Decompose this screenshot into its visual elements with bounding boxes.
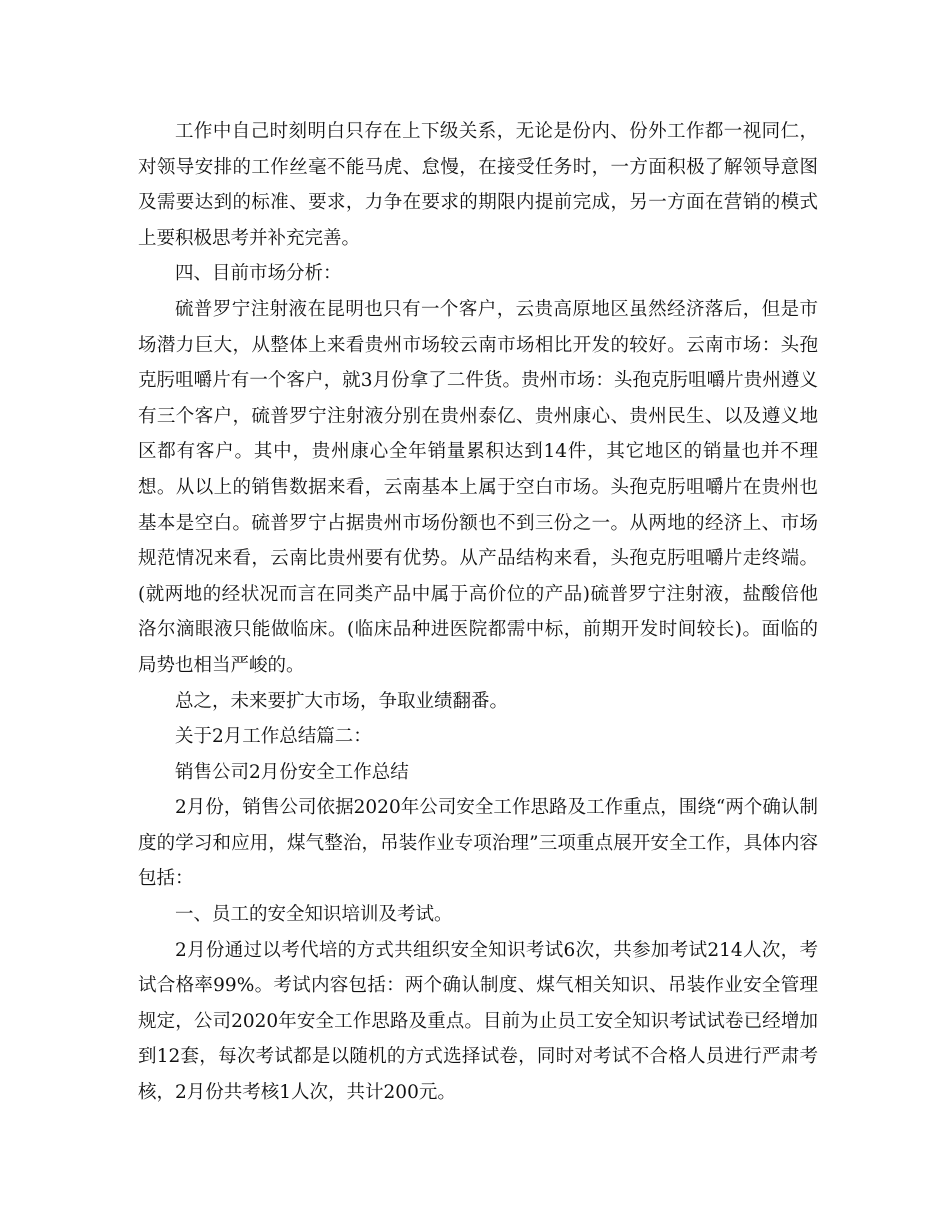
section-title-safety-summary: 销售公司2月份安全工作总结 [175, 761, 409, 783]
heading-market-analysis: 四、目前市场分析： [175, 263, 342, 285]
paragraph-safety-training: 2月份通过以考代培的方式共组织安全知识考试6次，共参加考试214人次，考试合格率99%。考试内容包括：两个确认制度、煤气相关知识、吊装作业安全管理规定，公司2020年安全工作思路及重点。目前为止员工安全知识考试试卷已经增加到12套，每次考试都是以随机的方式选择试卷，同时对考试不合格人员进行严肃考核，2月份共考核1人次，共计200元。 [138, 939, 818, 1104]
heading-safety-training: 一、员工的安全知识培训及考试。 [175, 904, 453, 926]
paragraph-work-attitude: 工作中自己时刻明白只存在上下级关系，无论是份内、份外工作都一视同仁，对领导安排的工作丝毫不能马虎、怠慢，在接受任务时，一方面积极了解领导意图及需要达到的标准、要求，力争在要求的期限内提前完成，另一方面在营销的模式上要积极思考并补充完善。 [138, 121, 818, 249]
paragraph-market-analysis: 硫普罗宁注射液在昆明也只有一个客户，云贵高原地区虽然经济落后，但是市场潜力巨大，从整体上来看贵州市场较云南市场相比开发的较好。云南市场：头孢克肟咀嚼片有一个客户，就3月份拿了二件货。贵州市场：头孢克肟咀嚼片贵州遵义有三个客户，硫普罗宁注射液分别在贵州泰亿、贵州康心、贵州民生、以及遵义地区都有客户。其中，贵州康心全年销量累积达到14件，其它地区的销量也并不理想。从以上的销售数据来看，云南基本上属于空白市场。头孢克肟咀嚼片在贵州也基本是空白。硫普罗宁占据贵州市场份额也不到三份之一。从两地的经济上、市场规范情况来看，云南比贵州要有优势。从产品结构来看，头孢克肟咀嚼片走终端。(就两地的经状况而言在同类产品中属于高价位的产品)硫普罗宁注射液，盐酸倍他洛尔滴眼液只能做临床。(临床品种进医院都需中标，前期开发时间较长)。面临的局势也相当严峻的。 [138, 298, 818, 676]
paragraph-safety-intro: 2月份，销售公司依据2020年公司安全工作思路及工作重点，围绕“两个确认制度的学习和应用，煤气整治，吊装作业专项治理”三项重点展开安全工作，具体内容包括： [138, 797, 818, 890]
paragraph-conclusion: 总之，未来要扩大市场，争取业绩翻番。 [175, 690, 509, 712]
heading-part-two: 关于2月工作总结篇二： [175, 726, 372, 748]
document-body [138, 114, 818, 1111]
